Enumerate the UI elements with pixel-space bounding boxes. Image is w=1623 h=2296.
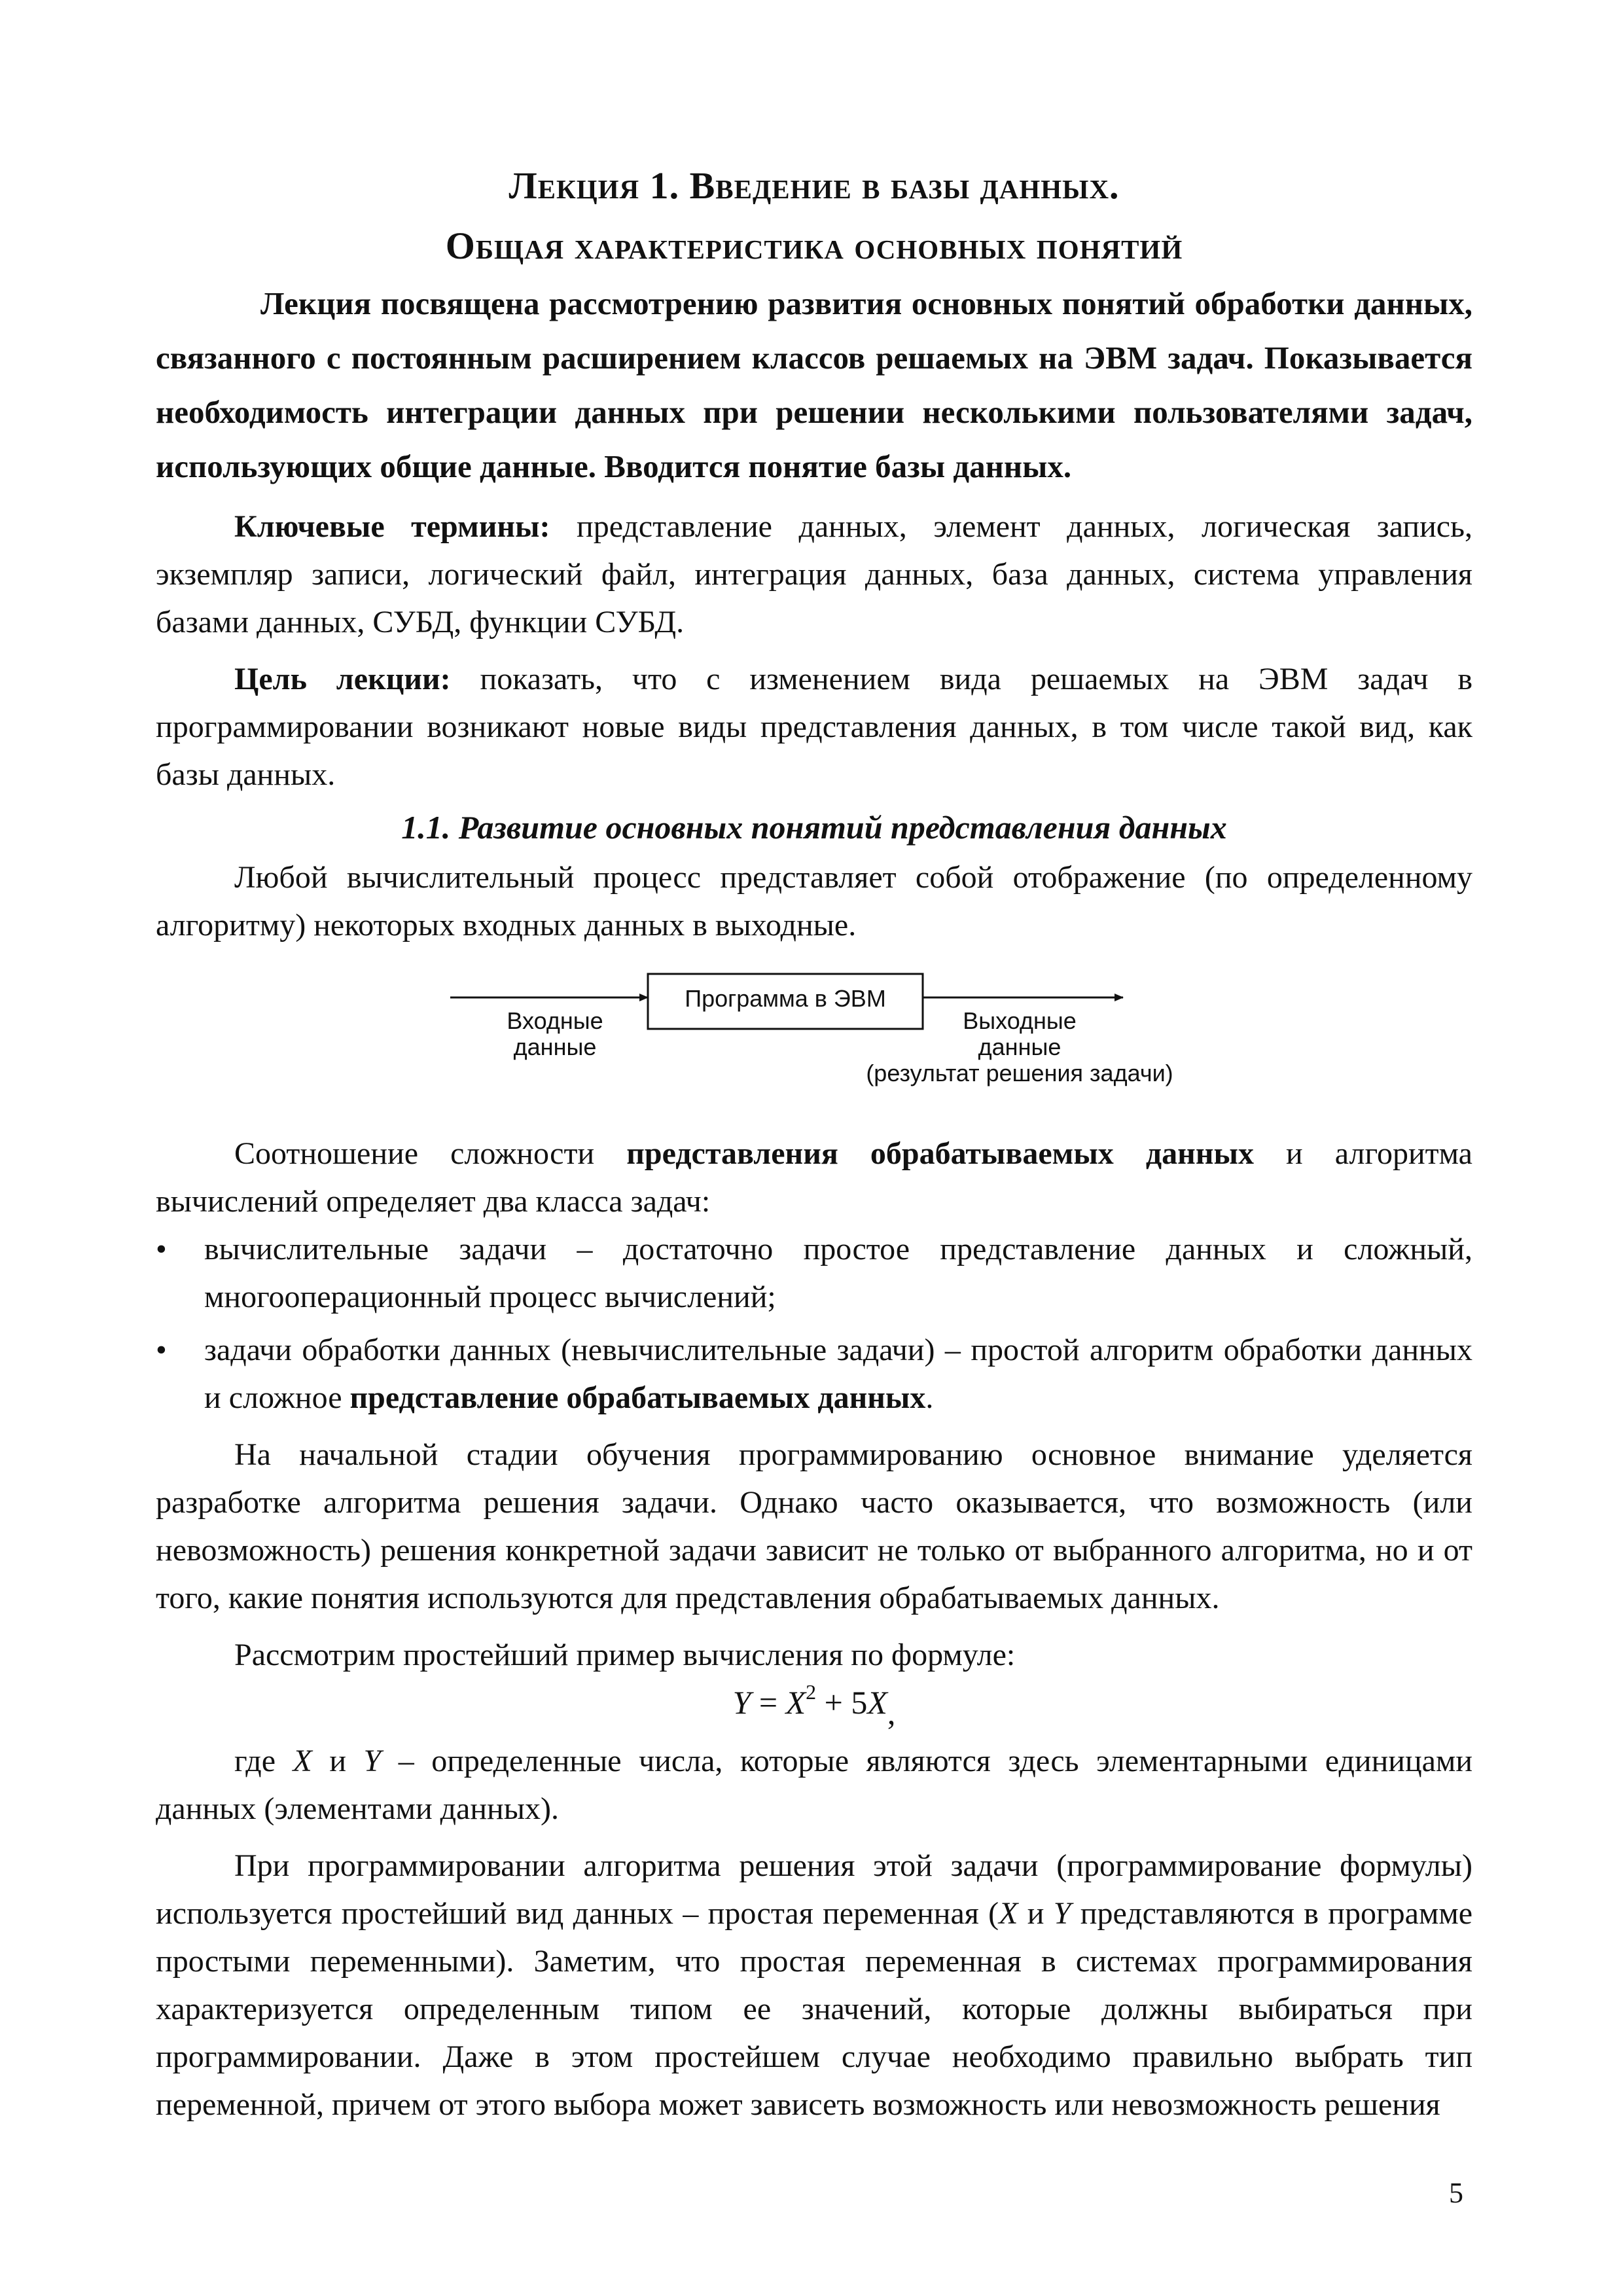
where-paragraph bbox=[156, 1737, 1472, 1833]
bullet-marker: • bbox=[156, 1333, 167, 1367]
list-item-text: вычислительные задачи – достаточно простое представление данных и сложный, многооперационный процесс вычислений; bbox=[204, 1232, 1472, 1314]
programming-part1: При программировании алгоритма решения этой задачи (программирование формулы) используется простейший вид данных – простая переменная ( bbox=[156, 1848, 1472, 1931]
program-label: Программа в ЭВМ bbox=[685, 985, 886, 1012]
list-item-tail: . bbox=[925, 1380, 934, 1415]
formula-comma: , bbox=[887, 1695, 896, 1731]
list-item bbox=[156, 1326, 1472, 1422]
input-label-line1: Входные bbox=[507, 1007, 603, 1034]
programming-y: Y bbox=[1053, 1896, 1071, 1931]
formula-power: 2 bbox=[806, 1680, 817, 1704]
list-item-bold: представление обрабатываемых данных bbox=[349, 1380, 926, 1415]
bullet-marker: • bbox=[156, 1232, 167, 1266]
programming-and: и bbox=[1018, 1896, 1054, 1931]
section-heading: 1.1. Развитие основных понятий представления данных bbox=[401, 809, 1227, 846]
lecture-goal-paragraph bbox=[156, 655, 1472, 798]
stage-paragraph: На начальной стадии обучения программированию основное внимание уделяется разработке алгоритма решения задачи. Однако часто оказывается, что возможность (или невозможность) решения конкретной задачи зависит не только от выбранного алгоритма, но и от того, какие понятия используются для представления обрабатываемых данных. bbox=[156, 1437, 1472, 1615]
lecture-abstract: Лекция посвящена рассмотрению развития основных понятий обработки данных, связанного с постоянным расширением классов решаемых на ЭВМ задач. Показывается необходимость интеграции данных при решении несколькими пользователями задач, использующих общие данные. Вводится понятие базы данных. bbox=[156, 285, 1472, 484]
process-diagram bbox=[156, 963, 1472, 1118]
formula-x2: X bbox=[867, 1684, 887, 1721]
programming-paragraph bbox=[156, 1842, 1472, 2128]
key-terms-label: Ключевые термины: bbox=[234, 509, 550, 544]
lecture-goal-text: показать, что с изменением вида решаемых на ЭВМ задач в программировании возникают новые виды представления данных, в том числе такой вид, как базы данных. bbox=[156, 662, 1472, 792]
example-paragraph: Рассмотрим простейший пример вычисления по формуле: bbox=[234, 1638, 1016, 1672]
ratio-text-before: Соотношение сложности bbox=[234, 1136, 627, 1171]
task-classes-list bbox=[156, 1225, 1472, 1422]
formula-x1: X bbox=[785, 1684, 806, 1721]
key-terms-paragraph bbox=[156, 503, 1472, 646]
list-item-text: задачи обработки данных (невычислительные задачи) – простой алгоритм обработки данных и сложное bbox=[204, 1333, 1472, 1415]
output-label-line2: данные bbox=[978, 1033, 1061, 1060]
output-label-line3: (результат решения задачи) bbox=[866, 1060, 1173, 1086]
list-item bbox=[156, 1225, 1472, 1321]
ratio-text-bold: представления обрабатываемых данных bbox=[626, 1136, 1254, 1171]
output-label-line1: Выходные bbox=[963, 1007, 1077, 1034]
where-x: X bbox=[293, 1744, 312, 1778]
formula-equals: = bbox=[751, 1684, 786, 1721]
where-y: Y bbox=[363, 1744, 382, 1778]
where-start: где bbox=[234, 1744, 293, 1778]
input-label-line2: данные bbox=[513, 1033, 597, 1060]
programming-x: X bbox=[999, 1896, 1018, 1931]
programming-part2: представляются в программе простыми переменными). Заметим, что простая переменная в системах программирования характеризуется определенным типом ее значений, которые должны выбираться при программировании. Даже в этом простейшем случае необходимо правильно выбрать тип переменной, причем от этого выбора может зависеть возможность или невозможность решения bbox=[156, 1896, 1472, 2122]
where-and: и bbox=[312, 1744, 364, 1778]
where-rest: – определенные числа, которые являются здесь элементарными единицами данных (элементами данных). bbox=[156, 1744, 1473, 1826]
page-number: 5 bbox=[1449, 2177, 1463, 2209]
ratio-text-after: и алгоритма вычислений определяет два класса задач: bbox=[156, 1136, 1472, 1219]
lecture-title: Лекция 1. Введение в базы данных. bbox=[508, 164, 1120, 207]
lecture-subtitle: Общая характеристика основных понятий bbox=[445, 224, 1183, 267]
key-terms-text: представление данных, элемент данных, логическая запись, экземпляр записи, логический файл, интеграция данных, база данных, система управления базами данных, СУБД, функции СУБД. bbox=[156, 509, 1472, 639]
intro-paragraph: Любой вычислительный процесс представляет собой отображение (по определенному алгоритму) некоторых входных данных в выходные. bbox=[156, 860, 1472, 942]
formula bbox=[156, 1679, 1472, 1737]
formula-plus: + 5 bbox=[816, 1684, 868, 1721]
page-content bbox=[156, 156, 1472, 2128]
formula-lhs: Y bbox=[732, 1684, 751, 1721]
lecture-goal-label: Цель лекции: bbox=[234, 662, 451, 696]
ratio-paragraph bbox=[156, 1130, 1472, 1225]
